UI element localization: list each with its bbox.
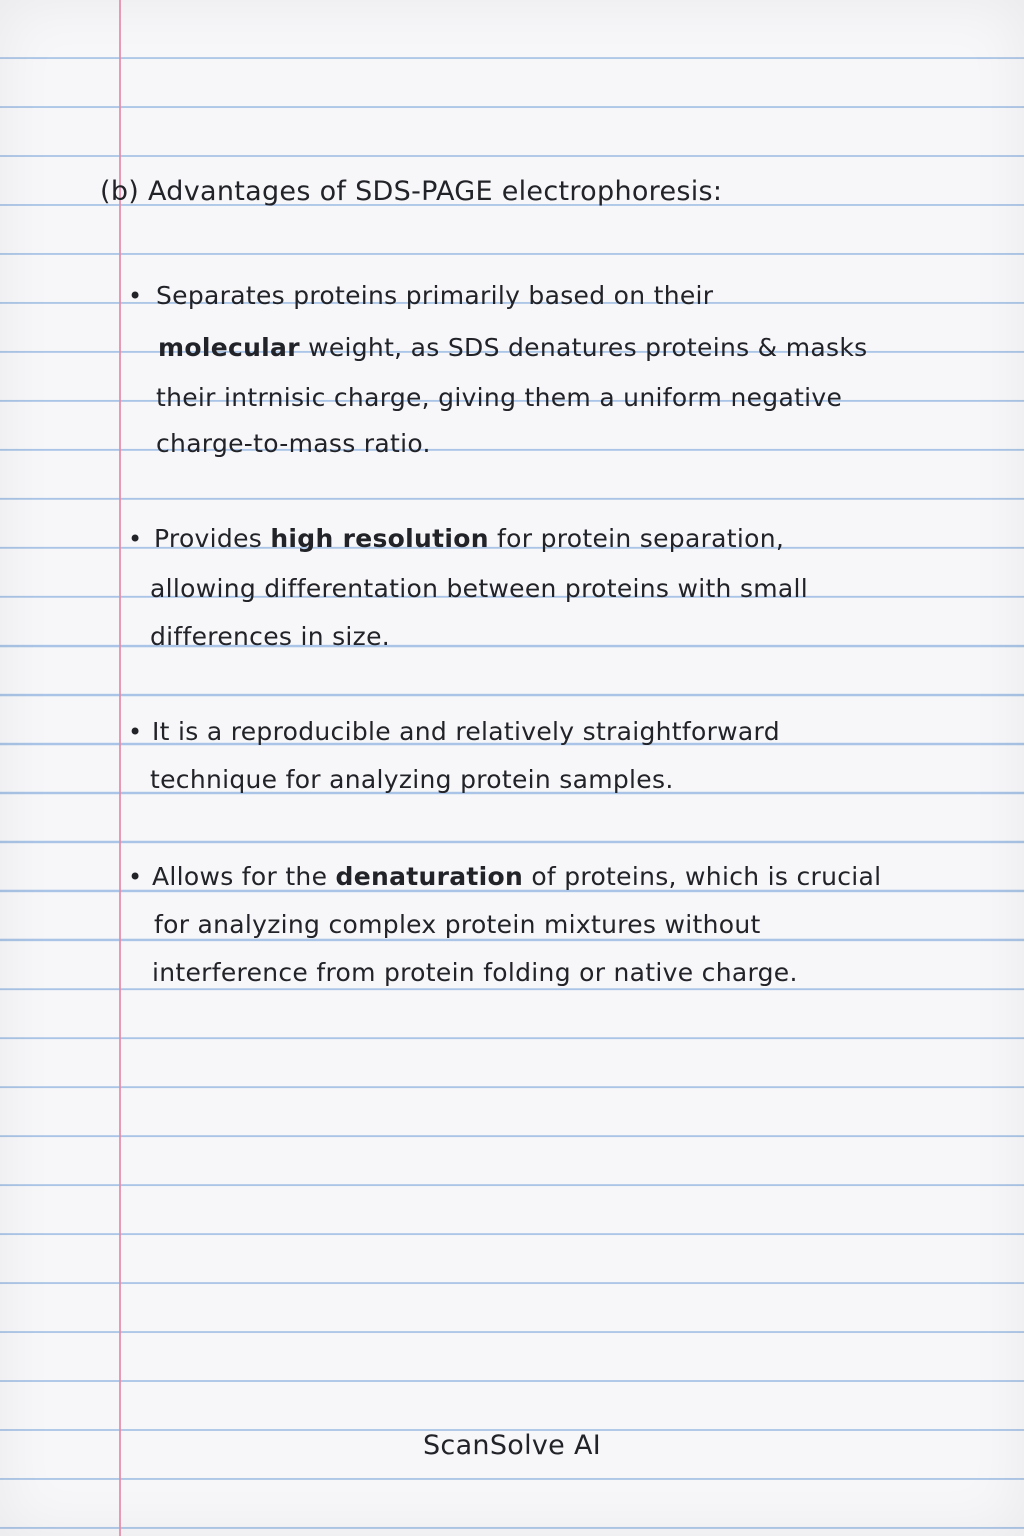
line-text: Provides	[154, 524, 271, 553]
line-text: for protein separation,	[488, 524, 785, 553]
bullet-dot: •	[128, 863, 143, 891]
bullet-3-line-1	[152, 716, 780, 748]
line-text: weight, as SDS denatures proteins & masks	[299, 333, 868, 362]
line-text: of proteins, which is crucial	[523, 862, 882, 891]
bullet-3-line-2	[150, 764, 674, 796]
bold-text: high resolution	[270, 524, 489, 553]
line-text: Separates proteins primarily based on their	[156, 281, 714, 310]
line-text: for analyzing complex protein mixtures without	[154, 910, 761, 939]
bullet-4-line-1	[152, 861, 881, 893]
bullet-2-line-2	[150, 573, 808, 605]
bullet-1-line-2	[158, 332, 867, 364]
bold-text: molecular	[158, 333, 300, 362]
bold-text: denaturation	[335, 862, 524, 891]
line-text: differences in size.	[150, 622, 391, 651]
bullet-1-line-3	[156, 382, 842, 414]
bullet-4-line-3	[152, 957, 798, 989]
line-text: their intrnisic charge, giving them a uniform negative	[156, 383, 843, 412]
footer-brand: ScanSolve AI	[422, 1430, 601, 1461]
line-text: technique for analyzing protein samples.	[150, 765, 674, 794]
margin-line	[119, 0, 121, 1536]
line-text: Allows for the	[152, 862, 336, 891]
bullet-dot: •	[128, 525, 143, 553]
line-text: allowing differentation between proteins with small	[150, 574, 809, 603]
bullet-4-line-2	[154, 909, 761, 941]
bullet-2-line-1	[154, 523, 784, 555]
page-heading: (b) Advantages of SDS-PAGE electrophoresis:	[100, 176, 723, 207]
bullet-dot: •	[128, 282, 143, 310]
line-text: It is a reproducible and relatively straightforward	[152, 717, 780, 746]
line-text: charge-to-mass ratio.	[156, 429, 431, 458]
line-text: interference from protein folding or native charge.	[152, 958, 798, 987]
bullet-2-line-3	[150, 621, 390, 653]
bullet-1-line-4	[156, 428, 431, 460]
bullet-dot: •	[128, 718, 143, 746]
bullet-1-line-1	[156, 280, 713, 312]
